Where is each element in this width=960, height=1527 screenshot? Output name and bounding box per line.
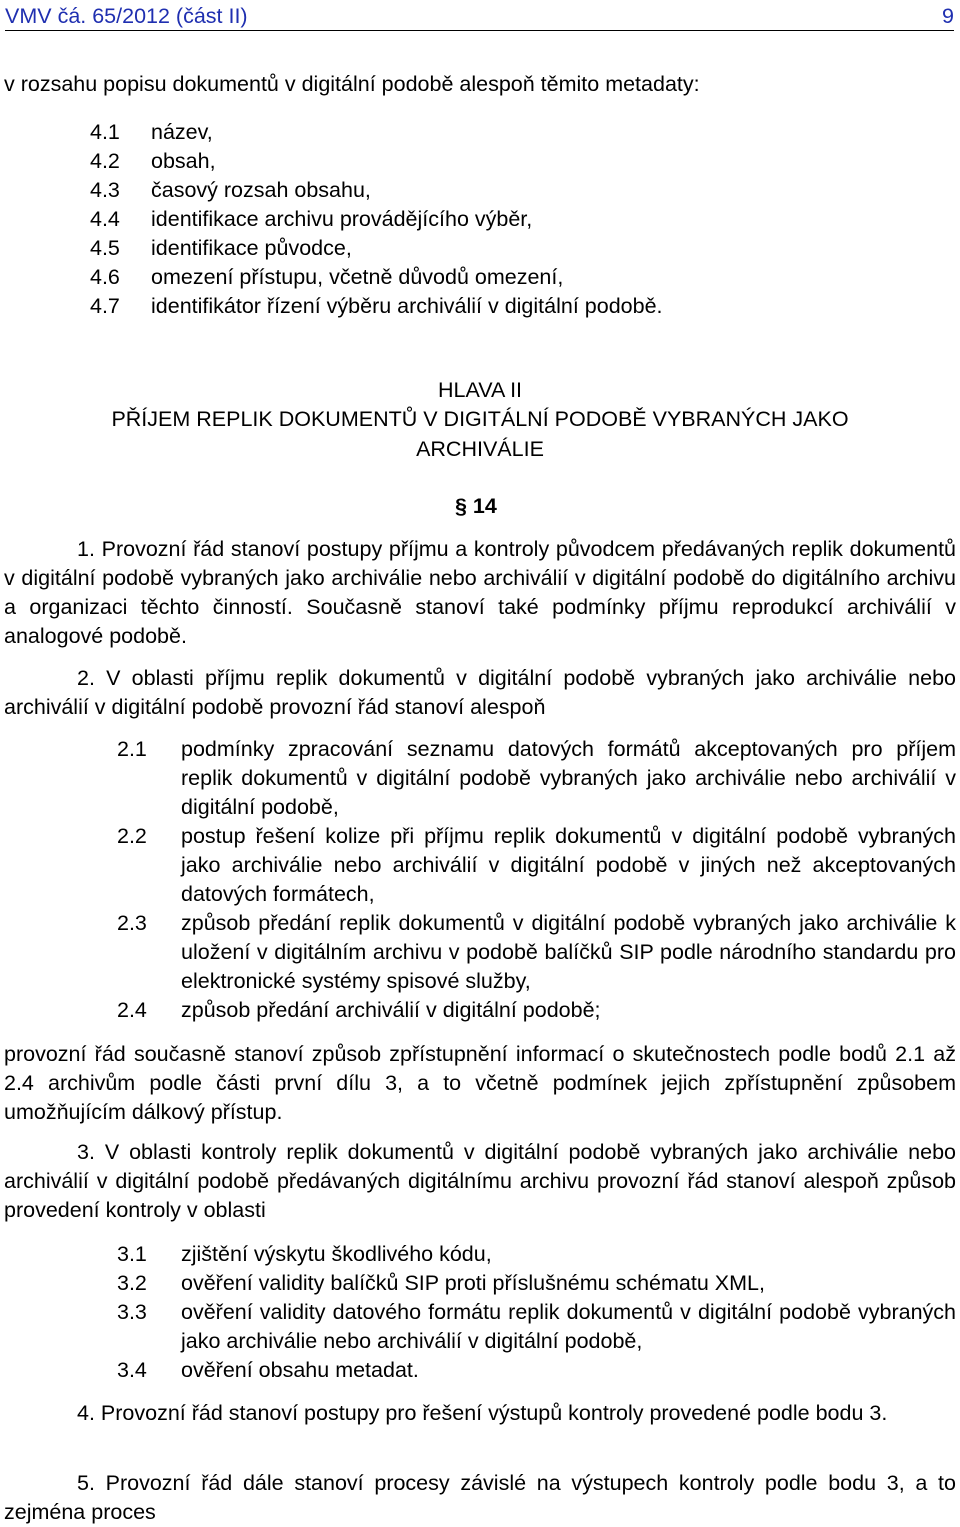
list-item: 3.1 zjištění výskytu škodlivého kódu, (117, 1242, 492, 1266)
list-item: 4.3 časový rozsah obsahu, (90, 178, 371, 202)
chapter-title-line1: PŘÍJEM REPLIK DOKUMENTŮ V DIGITÁLNÍ PODOBĚ VYBRANÝCH JAKO (111, 407, 849, 431)
paragraph-2-tail: provozní řád současně stanoví způsob zpřístupnění informací o skutečnostech podle bodů 2.1 až 2.4 archivům podle části první dílu 3, a to včetně podmínek jejich zpřístupnění způsobem umožňujícím dálkový přístup. (4, 1042, 956, 1124)
metadata-list (90, 118, 663, 321)
list-item: 4.2 obsah, (90, 149, 216, 173)
list-item: 4.5 identifikace původce, (90, 236, 352, 260)
paragraph-3: 3. V oblasti kontroly replik dokumentů v digitální podobě vybraných jako archiválie nebo archiválií v digitální podobě předávaných digitálnímu archivu provozní řád stanoví alespoň způsob provedení kontroly v oblasti (4, 1140, 956, 1222)
list-item: 4.1 název, (90, 120, 213, 144)
paragraph-1: 1. Provozní řád stanoví postupy příjmu a kontroly původcem předávaných replik dokumentů v digitální podobě vybraných jako archiválie nebo archiválií v digitální podobě do digitálního archivu a organizaci těchto činností. Současně stanoví také podmínky příjmu reprodukcí archiválií v analogové podobě. (4, 537, 956, 648)
list-item: 2.3 způsob předání replik dokumentů v digitální podobě vybraných jako archiválie k uložení v digitálním archivu v podobě balíčků SIP podle národního standardu pro elektronické systémy spisové služby, (117, 911, 956, 993)
intro-text: v rozsahu popisu dokumentů v digitální podobě alespoň těmito metadaty: (4, 72, 700, 96)
list-item: 4.6 omezení přístupu, včetně důvodů omezení, (90, 265, 564, 289)
list-item: 4.4 identifikace archivu provádějícího výběr, (90, 207, 533, 231)
page-header (5, 0, 954, 31)
section-number: § 14 (455, 494, 497, 518)
list-item: 3.3 ověření validity datového formátu replik dokumentů v digitální podobě vybraných jako archiválie nebo archiválií v digitální podobě, (117, 1300, 956, 1353)
list-item: 2.1 podmínky zpracování seznamu datových formátů akceptovaných pro příjem replik dokumentů v digitální podobě vybraných jako archiválie nebo archiválií v digitální podobě, (117, 737, 956, 819)
chapter-title-line2: ARCHIVÁLIE (416, 437, 544, 461)
list-item: 4.7 identifikátor řízení výběru archiválií v digitální podobě. (90, 294, 663, 318)
header-page-number: 9 (942, 4, 954, 28)
chapter-label: HLAVA II (437, 378, 523, 402)
list-item: 2.4 způsob předání archiválií v digitální podobě; (117, 998, 601, 1022)
header-publication: VMV čá. 65/2012 (část II) (5, 4, 248, 28)
list-item: 2.2 postup řešení kolize při příjmu replik dokumentů v digitální podobě vybraných jako archiválie nebo archiválií v digitální podobě v jiných než akceptovaných datových formátech, (117, 824, 956, 906)
paragraph-2: 2. V oblasti příjmu replik dokumentů v digitální podobě vybraných jako archiválie nebo archiválií v digitální podobě provozní řád stanoví alespoň (4, 666, 956, 719)
list-item: 3.4 ověření obsahu metadat. (117, 1358, 419, 1382)
paragraph-5: 5. Provozní řád dále stanoví procesy závislé na výstupech kontroly podle bodu 3, a to zejména proces (4, 1471, 956, 1524)
list-item: 3.2 ověření validity balíčků SIP proti příslušnému schématu XML, (117, 1271, 765, 1295)
paragraph-4: 4. Provozní řád stanoví postupy pro řešení výstupů kontroly provedené podle bodu 3. (77, 1401, 888, 1425)
